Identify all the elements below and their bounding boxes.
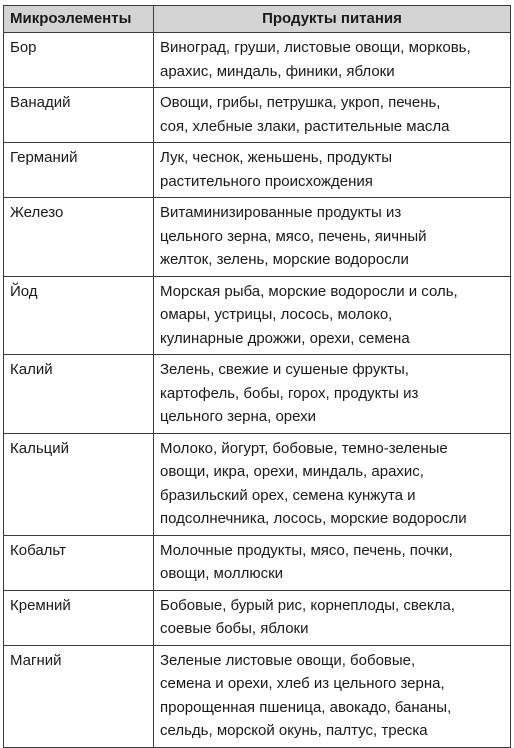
- food-products-cell: [154, 143, 511, 198]
- element-name-cell: Германий: [4, 143, 154, 198]
- food-products-line: цельного зерна, мясо, печень, яичный: [160, 227, 427, 245]
- food-products-line: омары, устрицы, лосось, молоко,: [160, 306, 393, 323]
- element-name-cell: Йод: [4, 276, 154, 355]
- food-products-line: Виноград, груши, листовые овощи, морковь,: [160, 39, 471, 56]
- table-header: [4, 6, 511, 33]
- food-products-line: Зеленые листовые овощи, бобовые,: [160, 651, 416, 669]
- element-name-cell: Кальций: [4, 433, 154, 535]
- element-name-cell: Кремний: [4, 590, 154, 645]
- food-products-line: Морская рыба, морские водоросли и соль,: [160, 282, 458, 300]
- table-row: [4, 198, 511, 277]
- food-products-cell: [154, 433, 511, 535]
- food-products-cell: [154, 276, 511, 355]
- food-products-line: Витаминизированные продукты из: [160, 204, 402, 221]
- food-products-cell: [154, 645, 511, 747]
- food-products-line: соя, хлебные злаки, растительные масла: [160, 117, 450, 135]
- element-name-cell: Бор: [4, 33, 154, 88]
- food-products-line: подсолнечника, лосось, морские водоросли: [160, 510, 467, 527]
- table-row: [4, 88, 511, 143]
- element-name-cell: Ванадий: [4, 88, 154, 143]
- food-products-line: овощи, икра, орехи, миндаль, арахис,: [160, 463, 424, 480]
- food-products-line: Лук, чеснок, женьшень, продукты: [160, 149, 392, 166]
- food-products-line: кулинарные дрожжи, орехи, семена: [160, 329, 410, 347]
- food-products-line: Бобовые, бурый рис, корнеплоды, свекла,: [160, 596, 455, 614]
- food-products-line: пророщенная пшеница, авокадо, бананы,: [160, 698, 452, 716]
- header-row: [4, 6, 511, 33]
- food-products-cell: [154, 590, 511, 645]
- food-products-cell: [154, 355, 511, 434]
- food-products-line: Овощи, грибы, петрушка, укроп, печень,: [160, 94, 441, 111]
- header-food-products: Продукты питания: [154, 6, 511, 33]
- table-body: [4, 33, 511, 748]
- food-products-line: картофель, бобы, горох, продукты из: [160, 384, 419, 402]
- food-products-line: желток, зелень, морские водоросли: [160, 251, 409, 268]
- element-name-cell: Магний: [4, 645, 154, 747]
- food-products-line: арахис, миндаль, финики, яблоки: [160, 62, 395, 80]
- header-microelements: Микроэлементы: [4, 6, 154, 33]
- element-name-cell: Железо: [4, 198, 154, 277]
- food-products-cell: [154, 33, 511, 88]
- food-products-line: семена и орехи, хлеб из цельного зерна,: [160, 675, 445, 692]
- food-products-cell: [154, 535, 511, 590]
- food-products-line: Молоко, йогурт, бобовые, темно-зеленые: [160, 439, 448, 457]
- microelements-table: [3, 5, 511, 748]
- table-row: [4, 33, 511, 88]
- food-products-line: растительного происхождения: [160, 172, 373, 190]
- table-row: [4, 355, 511, 434]
- food-products-line: соевые бобы, яблоки: [160, 620, 309, 637]
- food-products-cell: [154, 198, 511, 277]
- element-name-cell: Кобальт: [4, 535, 154, 590]
- table-row: [4, 645, 511, 747]
- table-row: [4, 535, 511, 590]
- food-products-line: овощи, моллюски: [160, 565, 284, 582]
- food-products-line: цельного зерна, орехи: [160, 408, 317, 425]
- table-row: [4, 143, 511, 198]
- table-row: [4, 590, 511, 645]
- food-products-line: бразильский орех, семена кунжута и: [160, 486, 416, 504]
- food-products-line: Зелень, свежие и сушеные фрукты,: [160, 361, 409, 378]
- table-row: [4, 433, 511, 535]
- food-products-cell: [154, 88, 511, 143]
- table-row: [4, 276, 511, 355]
- food-products-line: Молочные продукты, мясо, печень, почки,: [160, 541, 453, 559]
- food-products-line: сельдь, морской окунь, палтус, треска: [160, 722, 428, 739]
- element-name-cell: Калий: [4, 355, 154, 434]
